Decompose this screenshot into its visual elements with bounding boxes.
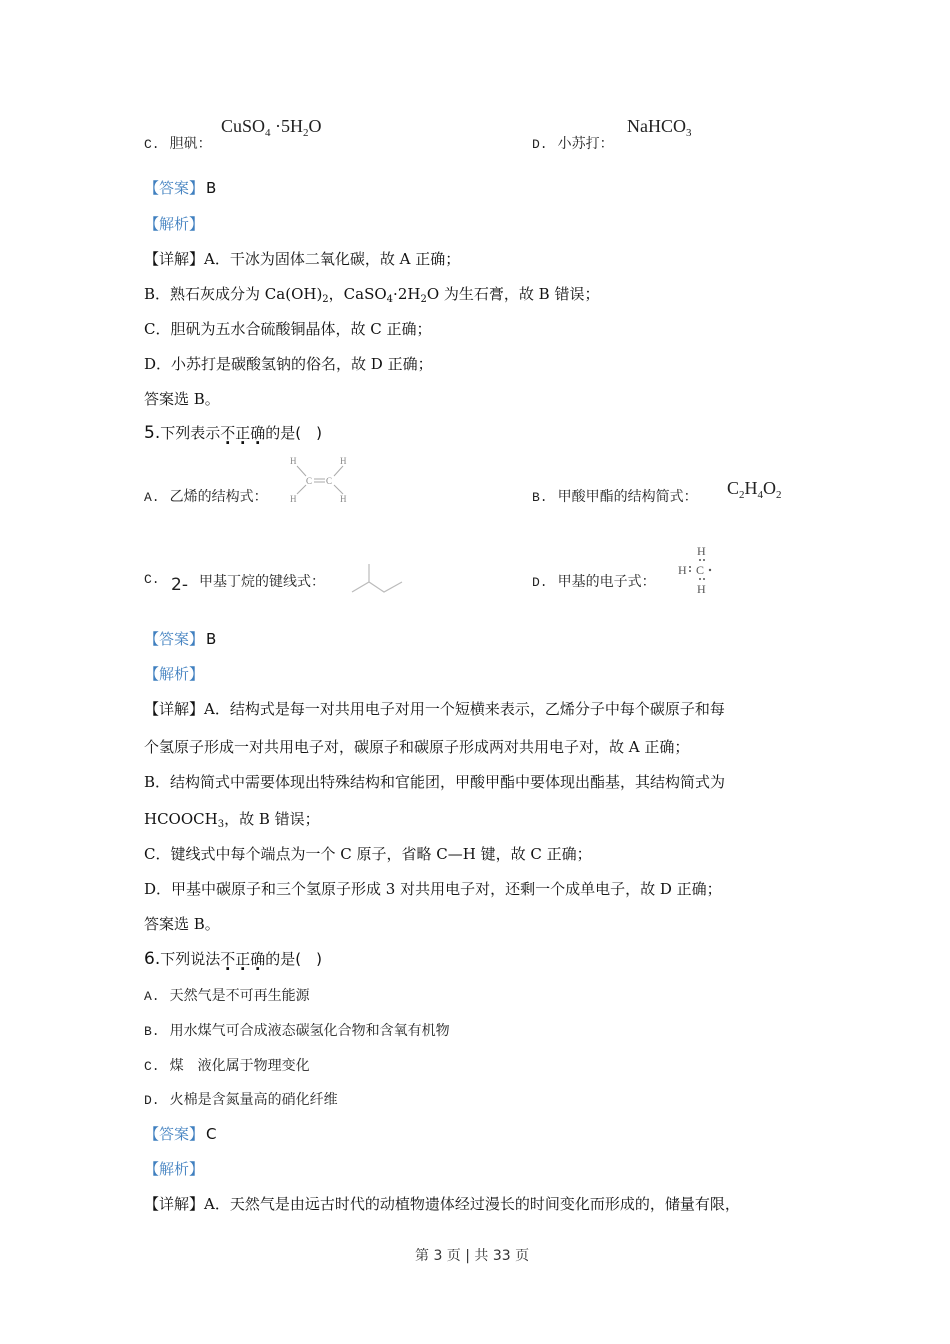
q5-c-prefix: 2-	[171, 575, 188, 595]
q6-option-d: D. 火棉是含氮量高的硝化纤维	[144, 1092, 338, 1108]
q6-stem: 6.下列说法不正确的是( )	[144, 949, 323, 969]
q6-option-a: A. 天然气是不可再生能源	[144, 988, 310, 1004]
q4-detail-line5: 答案选 B。	[144, 390, 220, 408]
q5-b-formula: $C_2H_4O_2$	[727, 478, 782, 501]
methyl-electron-formula	[676, 543, 722, 597]
option-label: D.	[532, 137, 548, 152]
svg-text:H: H	[290, 494, 297, 504]
option-text: 小苏打：	[557, 136, 614, 152]
svg-text:H: H	[697, 544, 706, 558]
methylbutane-skeletal-diagram	[346, 560, 406, 596]
page-footer: 第 3 页 | 共 33 页	[415, 1248, 530, 1264]
q6-option-b: B. 用水煤气可合成液态碳氢化合物和含氧有机物	[144, 1023, 450, 1039]
q6-option-c: C. 煤 液化属于物理变化	[144, 1058, 310, 1074]
q5-detail-line4: $HCOOCH_3$，故 B 错误；	[144, 810, 320, 830]
q5-option-d: D. 甲基的电子式：	[532, 574, 656, 590]
svg-text:H: H	[340, 456, 347, 466]
q5-c-text: 甲基丁烷的键线式：	[199, 574, 325, 590]
q4-detail-line2: B．熟石灰成分为 $Ca(OH)_2$，$CaSO_4\cdot 2H_2O$ 为生石膏，故 B 错误；	[144, 285, 600, 305]
q4-d-formula: NaHCO$_3$	[627, 116, 692, 139]
q4-option-d	[532, 133, 614, 153]
q4-analysis-tag: 【解析】	[144, 215, 205, 233]
q6-detail-line1: 【详解】A．天然气是由远古时代的动植物遗体经过漫长的时间变化而形成的，储量有限，	[144, 1195, 740, 1213]
answer-value: B	[206, 179, 217, 197]
q5-detail-line3: B．结构简式中需要体现出特殊结构和官能团，甲酸甲酯中要体现出酯基，其结构简式为	[144, 773, 726, 791]
q5-detail-line7: 答案选 B。	[144, 915, 220, 933]
ethylene-structure-diagram	[286, 454, 356, 506]
q4-detail-line3: C．胆矾为五水合硫酸铜晶体，故 C 正确；	[144, 320, 432, 338]
q5-option-c: C.	[144, 572, 160, 587]
svg-text:C: C	[326, 476, 333, 486]
q4-c-formula: CuSO$_4$ $\cdot 5H_2O$	[221, 116, 322, 139]
q5-option-a: A. 乙烯的结构式：	[144, 489, 268, 505]
q5-stem: 5.下列表示不正确的是( )	[144, 423, 323, 443]
q5-answer: 【答案】 B	[144, 630, 217, 648]
q5-detail-line2: 个氢原子形成一对共用电子对，碳原子和碳原子形成两对共用电子对，故 A 正确；	[144, 738, 690, 756]
svg-text:H: H	[290, 456, 297, 466]
q6-analysis-tag: 【解析】	[144, 1160, 205, 1178]
svg-text:H: H	[678, 563, 687, 577]
q5-detail-line1: 【详解】A．结构式是每一对共用电子对用一个短横来表示，乙烯分子中每个碳原子和每	[144, 700, 725, 718]
option-text: 胆矾：	[169, 136, 212, 152]
q5-analysis-tag: 【解析】	[144, 665, 205, 683]
q4-answer	[144, 177, 216, 198]
q5-detail-line5: C．键线式中每个端点为一个 C 原子，省略 C—H 键，故 C 正确；	[144, 845, 592, 863]
svg-text:C: C	[306, 476, 313, 486]
q4-detail-line4: D．小苏打是碳酸氢钠的俗名，故 D 正确；	[144, 355, 433, 373]
option-label: C.	[144, 137, 160, 152]
q5-detail-line6: D．甲基中碳原子和三个氢原子形成 3 对共用电子对，还剩一个成单电子，故 D 正确；	[144, 880, 722, 898]
svg-text:H: H	[340, 494, 347, 504]
answer-tag: 【答案】	[144, 179, 205, 197]
q5-option-b: B. 甲酸甲酯的结构简式：	[532, 489, 698, 505]
q4-option-c	[144, 133, 212, 153]
svg-text:H: H	[697, 582, 706, 596]
q6-answer: 【答案】 C	[144, 1125, 217, 1143]
svg-text:C: C	[696, 563, 705, 577]
q4-detail-line1: 【详解】A．干冰为固体二氧化碳，故 A 正确；	[144, 250, 461, 268]
